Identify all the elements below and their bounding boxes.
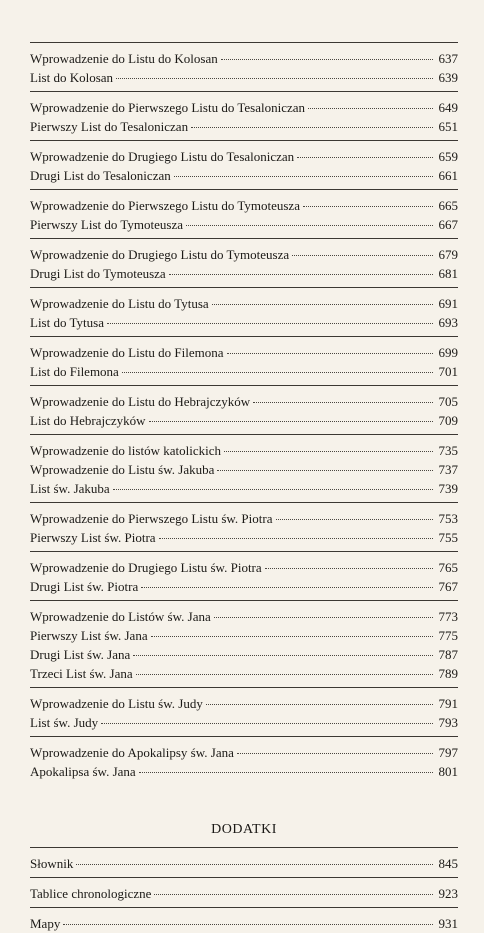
toc-entry-page-number: 661 <box>438 168 458 183</box>
separator-line <box>30 907 458 908</box>
toc-entry-page-number: 737 <box>438 462 458 477</box>
toc-group <box>30 743 458 781</box>
toc-entry <box>30 694 458 713</box>
toc-entry-page-number: 931 <box>438 916 458 931</box>
toc-entry <box>30 98 458 117</box>
toc-entry-title: Wprowadzenie do Pierwszego Listu do Tesaloniczan <box>30 100 306 115</box>
toc-entry-title: List do Tytusa <box>30 315 104 330</box>
toc-entry-title: Wprowadzenie do Listu św. Jakuba <box>30 462 215 477</box>
toc-entry-page-number: 699 <box>438 345 458 360</box>
toc-entry-title: Wprowadzenie do Listu do Filemona <box>30 345 224 360</box>
toc-entry-page-number: 773 <box>438 609 458 624</box>
toc-entry-title: Pierwszy List do Tesaloniczan <box>30 119 189 134</box>
toc-group <box>30 509 458 547</box>
toc-group <box>30 343 458 381</box>
dot-leader <box>206 703 433 705</box>
separator-line <box>30 42 458 43</box>
dot-leader <box>76 863 433 865</box>
toc-entry <box>30 664 458 683</box>
separator-line <box>30 91 458 92</box>
dot-leader <box>136 673 433 675</box>
toc-group <box>30 694 458 732</box>
toc-entry-title: Wprowadzenie do listów katolickich <box>30 443 221 458</box>
toc-entry <box>30 645 458 664</box>
toc-entry <box>30 626 458 645</box>
dot-leader <box>186 224 433 226</box>
toc-entry-title: Drugi List św. Jana <box>30 647 131 662</box>
toc-group <box>30 98 458 136</box>
toc-entry-page-number: 667 <box>438 217 458 232</box>
toc-group <box>30 196 458 234</box>
toc-group <box>30 392 458 430</box>
toc-entry-title: Wprowadzenie do Pierwszego Listu do Tymoteusza <box>30 198 300 213</box>
toc-entry <box>30 215 458 234</box>
toc-entry <box>30 245 458 264</box>
toc-entry-title: Wprowadzenie do Listu do Tytusa <box>30 296 209 311</box>
toc-entry-page-number: 651 <box>438 119 458 134</box>
dot-leader <box>149 420 433 422</box>
toc-entry <box>30 411 458 430</box>
toc-entry <box>30 166 458 185</box>
separator-line <box>30 551 458 552</box>
toc-entry-title: Pierwszy List do Tymoteusza <box>30 217 184 232</box>
toc-entry-title: Wprowadzenie do Pierwszego Listu św. Piotra <box>30 511 273 526</box>
dot-leader <box>217 469 433 471</box>
toc-entry <box>30 196 458 215</box>
separator-line <box>30 736 458 737</box>
toc-entry-page-number: 791 <box>438 696 458 711</box>
toc-entry <box>30 362 458 381</box>
toc-entry <box>30 313 458 332</box>
toc-entry-page-number: 789 <box>438 666 458 681</box>
toc-entry-page-number: 797 <box>438 745 458 760</box>
toc-entry-page-number: 765 <box>438 560 458 575</box>
toc-entry-title: Wprowadzenie do Drugiego Listu do Tesaloniczan <box>30 149 295 164</box>
appendix-heading: DODATKI <box>211 822 277 837</box>
toc-group <box>30 441 458 498</box>
toc-entry-page-number: 681 <box>438 266 458 281</box>
dot-leader <box>292 254 433 256</box>
toc-entry <box>30 264 458 283</box>
toc-entry <box>30 117 458 136</box>
toc-entry <box>30 509 458 528</box>
toc-entry-title: Drugi List do Tymoteusza <box>30 266 166 281</box>
toc-entry <box>30 743 458 762</box>
toc-entry-page-number: 709 <box>438 413 458 428</box>
dot-leader <box>139 771 433 773</box>
toc-entry-title: Pierwszy List św. Jana <box>30 628 148 643</box>
dot-leader <box>297 156 433 158</box>
toc-entry-title: List do Hebrajczyków <box>30 413 146 428</box>
dot-leader <box>159 537 433 539</box>
toc-entry-title: Trzeci List św. Jana <box>30 666 133 681</box>
separator-line <box>30 238 458 239</box>
toc-entry-page-number: 845 <box>438 856 458 871</box>
dot-leader <box>303 205 433 207</box>
toc-group <box>30 245 458 283</box>
separator-line <box>30 336 458 337</box>
toc-entry-title: Tablice chronologiczne <box>30 886 152 901</box>
toc-entry <box>30 914 458 933</box>
toc-entry-page-number: 701 <box>438 364 458 379</box>
separator-line <box>30 385 458 386</box>
toc-entry-title: Mapy <box>30 916 61 931</box>
toc-entry <box>30 460 458 479</box>
dot-leader <box>151 635 433 637</box>
toc-entry-title: Wprowadzenie do Listu św. Judy <box>30 696 203 711</box>
dot-leader <box>154 893 433 895</box>
toc-entry-page-number: 705 <box>438 394 458 409</box>
toc-group <box>30 558 458 596</box>
dot-leader <box>227 352 433 354</box>
dot-leader <box>191 126 433 128</box>
toc-entry-title: Apokalipsa św. Jana <box>30 764 136 779</box>
toc-entry-page-number: 665 <box>438 198 458 213</box>
toc-entry-page-number: 649 <box>438 100 458 115</box>
separator-line <box>30 434 458 435</box>
separator-line <box>30 877 458 878</box>
toc-entry-page-number: 693 <box>438 315 458 330</box>
toc-entry-page-number: 787 <box>438 647 458 662</box>
toc-entry-page-number: 735 <box>438 443 458 458</box>
toc-entry <box>30 343 458 362</box>
toc-entry-page-number: 755 <box>438 530 458 545</box>
toc-entry-page-number: 801 <box>438 764 458 779</box>
toc-entry-title: Drugi List św. Piotra <box>30 579 139 594</box>
toc-entry-page-number: 793 <box>438 715 458 730</box>
toc-entry-page-number: 775 <box>438 628 458 643</box>
toc-page <box>30 42 458 933</box>
toc-main-list <box>30 42 458 781</box>
toc-entry-page-number: 691 <box>438 296 458 311</box>
toc-entry <box>30 294 458 313</box>
separator-line <box>30 687 458 688</box>
toc-group <box>30 147 458 185</box>
toc-entry-page-number: 739 <box>438 481 458 496</box>
toc-entry-title: Wprowadzenie do Listu do Hebrajczyków <box>30 394 251 409</box>
toc-entry <box>30 713 458 732</box>
toc-entry <box>30 854 458 873</box>
separator-line <box>30 847 458 848</box>
toc-entry-page-number: 639 <box>438 70 458 85</box>
toc-entry-page-number: 923 <box>438 886 458 901</box>
toc-entry-title: Wprowadzenie do Apokalipsy św. Jana <box>30 745 234 760</box>
dot-leader <box>214 616 433 618</box>
toc-entry <box>30 558 458 577</box>
toc-entry-page-number: 753 <box>438 511 458 526</box>
toc-entry-title: Słownik <box>30 856 74 871</box>
dot-leader <box>116 77 433 79</box>
dot-leader <box>221 58 433 60</box>
dot-leader <box>237 752 433 754</box>
separator-line <box>30 600 458 601</box>
toc-entry-title: Wprowadzenie do Listów św. Jana <box>30 609 211 624</box>
dot-leader <box>141 586 433 588</box>
dot-leader <box>169 273 433 275</box>
toc-entry <box>30 762 458 781</box>
toc-entry <box>30 528 458 547</box>
toc-entry-title: Drugi List do Tesaloniczan <box>30 168 171 183</box>
dot-leader <box>101 722 433 724</box>
toc-entry-title: Wprowadzenie do Listu do Kolosan <box>30 51 218 66</box>
toc-group <box>30 294 458 332</box>
toc-entry <box>30 147 458 166</box>
toc-entry-page-number: 679 <box>438 247 458 262</box>
appendix-list <box>30 847 458 933</box>
dot-leader <box>212 303 433 305</box>
toc-group <box>30 49 458 87</box>
dot-leader <box>133 654 433 656</box>
dot-leader <box>224 450 433 452</box>
dot-leader <box>308 107 433 109</box>
toc-entry-title: Wprowadzenie do Drugiego Listu do Tymoteusza <box>30 247 290 262</box>
separator-line <box>30 189 458 190</box>
toc-entry <box>30 49 458 68</box>
separator-line <box>30 287 458 288</box>
toc-entry-title: List św. Judy <box>30 715 99 730</box>
toc-entry-page-number: 637 <box>438 51 458 66</box>
dot-leader <box>265 567 433 569</box>
dot-leader <box>63 923 433 925</box>
toc-entry-title: Wprowadzenie do Drugiego Listu św. Piotra <box>30 560 262 575</box>
toc-entry <box>30 577 458 596</box>
dot-leader <box>107 322 433 324</box>
toc-entry <box>30 884 458 903</box>
dot-leader <box>253 401 433 403</box>
dot-leader <box>122 371 433 373</box>
dot-leader <box>276 518 434 520</box>
toc-entry-title: List do Kolosan <box>30 70 114 85</box>
toc-entry-page-number: 767 <box>438 579 458 594</box>
toc-entry-page-number: 659 <box>438 149 458 164</box>
dot-leader <box>174 175 433 177</box>
dot-leader <box>113 488 433 490</box>
toc-entry-title: List do Filemona <box>30 364 119 379</box>
toc-entry <box>30 441 458 460</box>
separator-line <box>30 140 458 141</box>
separator-line <box>30 502 458 503</box>
toc-group <box>30 607 458 683</box>
toc-entry <box>30 607 458 626</box>
toc-entry-title: List św. Jakuba <box>30 481 110 496</box>
toc-entry-title: Pierwszy List św. Piotra <box>30 530 156 545</box>
toc-entry <box>30 479 458 498</box>
toc-entry <box>30 68 458 87</box>
toc-entry <box>30 392 458 411</box>
